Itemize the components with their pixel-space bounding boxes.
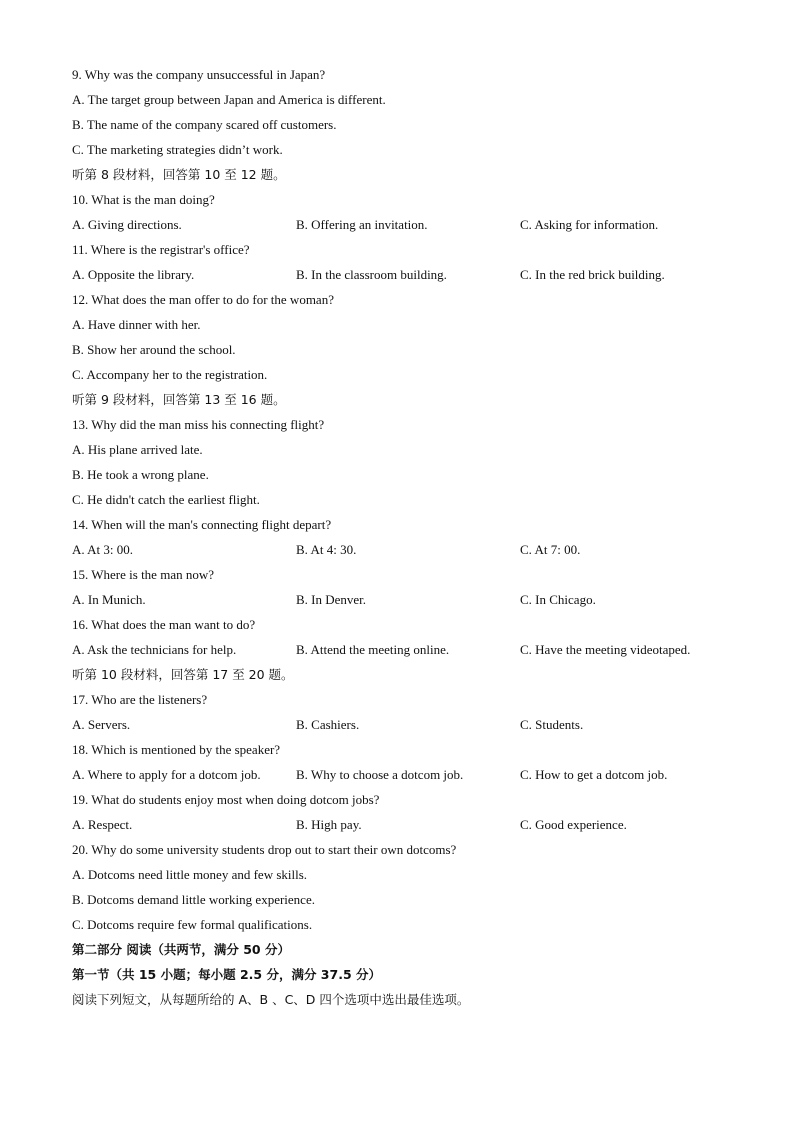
option-row [72, 537, 722, 562]
answer-option: A. Opposite the library. [72, 267, 195, 282]
answer-option: B. In the classroom building. [296, 267, 447, 282]
section-instruction: 阅读下列短文，从每题所给的 A、B 、C、D 四个选项中选出最佳选项。 [72, 992, 470, 1007]
answer-option: C. The marketing strategies didn’t work. [72, 142, 283, 157]
question-text: 12. What does the man offer to do for the woman? [72, 292, 334, 307]
answer-option: C. Dotcoms require few formal qualifications. [72, 917, 313, 932]
exam-page [72, 62, 722, 1012]
answer-option: A. Have dinner with her. [72, 317, 201, 332]
answer-option: C. Asking for information. [520, 217, 659, 232]
answer-option: A. Where to apply for a dotcom job. [72, 767, 261, 782]
answer-option: A. At 3: 00. [72, 542, 134, 557]
option-row [72, 812, 722, 837]
answer-option: C. Students. [520, 717, 584, 732]
option-row [72, 637, 722, 662]
section-heading: 第一节（共 15 小题；每小题 2.5 分，满分 37.5 分） [72, 967, 381, 982]
answer-option: B. Why to choose a dotcom job. [296, 767, 464, 782]
answer-option: C. In Chicago. [520, 592, 596, 607]
answer-option: B. In Denver. [296, 592, 367, 607]
answer-option: C. Accompany her to the registration. [72, 367, 268, 382]
section-instruction: 听第 9 段材料，回答第 13 至 16 题。 [72, 392, 286, 407]
answer-option: B. The name of the company scared off customers. [72, 117, 337, 132]
answer-option: A. Giving directions. [72, 217, 182, 232]
answer-option: B. Offering an invitation. [296, 217, 428, 232]
section-instruction: 听第 8 段材料，回答第 10 至 12 题。 [72, 167, 286, 182]
answer-option: B. Attend the meeting online. [296, 642, 450, 657]
answer-option: A. Dotcoms need little money and few skills. [72, 867, 308, 882]
section-instruction: 听第 10 段材料，回答第 17 至 20 题。 [72, 667, 294, 682]
question-text: 18. Which is mentioned by the speaker? [72, 742, 281, 757]
question-text: 17. Who are the listeners? [72, 692, 208, 707]
answer-option: C. At 7: 00. [520, 542, 581, 557]
question-text: 20. Why do some university students drop out to start their own dotcoms? [72, 842, 457, 857]
option-row [72, 212, 722, 237]
answer-option: C. Good experience. [520, 817, 627, 832]
option-row [72, 762, 722, 787]
question-text: 13. Why did the man miss his connecting flight? [72, 417, 325, 432]
option-row [72, 262, 722, 287]
answer-option: B. Dotcoms demand little working experience. [72, 892, 315, 907]
answer-option: B. At 4: 30. [296, 542, 357, 557]
answer-option: A. Servers. [72, 717, 131, 732]
answer-option: C. Have the meeting videotaped. [520, 642, 691, 657]
question-text: 11. Where is the registrar's office? [72, 242, 250, 257]
question-text: 16. What does the man want to do? [72, 617, 256, 632]
answer-option: A. Respect. [72, 817, 133, 832]
question-text: 10. What is the man doing? [72, 192, 215, 207]
answer-option: B. High pay. [296, 817, 362, 832]
answer-option: A. The target group between Japan and America is different. [72, 92, 386, 107]
question-text: 9. Why was the company unsuccessful in Japan? [72, 67, 326, 82]
option-row [72, 712, 722, 737]
answer-option: C. How to get a dotcom job. [520, 767, 668, 782]
option-row [72, 587, 722, 612]
question-text: 15. Where is the man now? [72, 567, 214, 582]
question-text: 19. What do students enjoy most when doing dotcom jobs? [72, 792, 380, 807]
section-heading: 第二部分 阅读（共两节，满分 50 分） [72, 942, 290, 957]
answer-option: B. Show her around the school. [72, 342, 236, 357]
answer-option: A. Ask the technicians for help. [72, 642, 237, 657]
answer-option: A. His plane arrived late. [72, 442, 203, 457]
answer-option: C. In the red brick building. [520, 267, 665, 282]
answer-option: B. He took a wrong plane. [72, 467, 209, 482]
question-text: 14. When will the man's connecting flight depart? [72, 517, 332, 532]
answer-option: C. He didn't catch the earliest flight. [72, 492, 260, 507]
answer-option: B. Cashiers. [296, 717, 360, 732]
answer-option: A. In Munich. [72, 592, 146, 607]
